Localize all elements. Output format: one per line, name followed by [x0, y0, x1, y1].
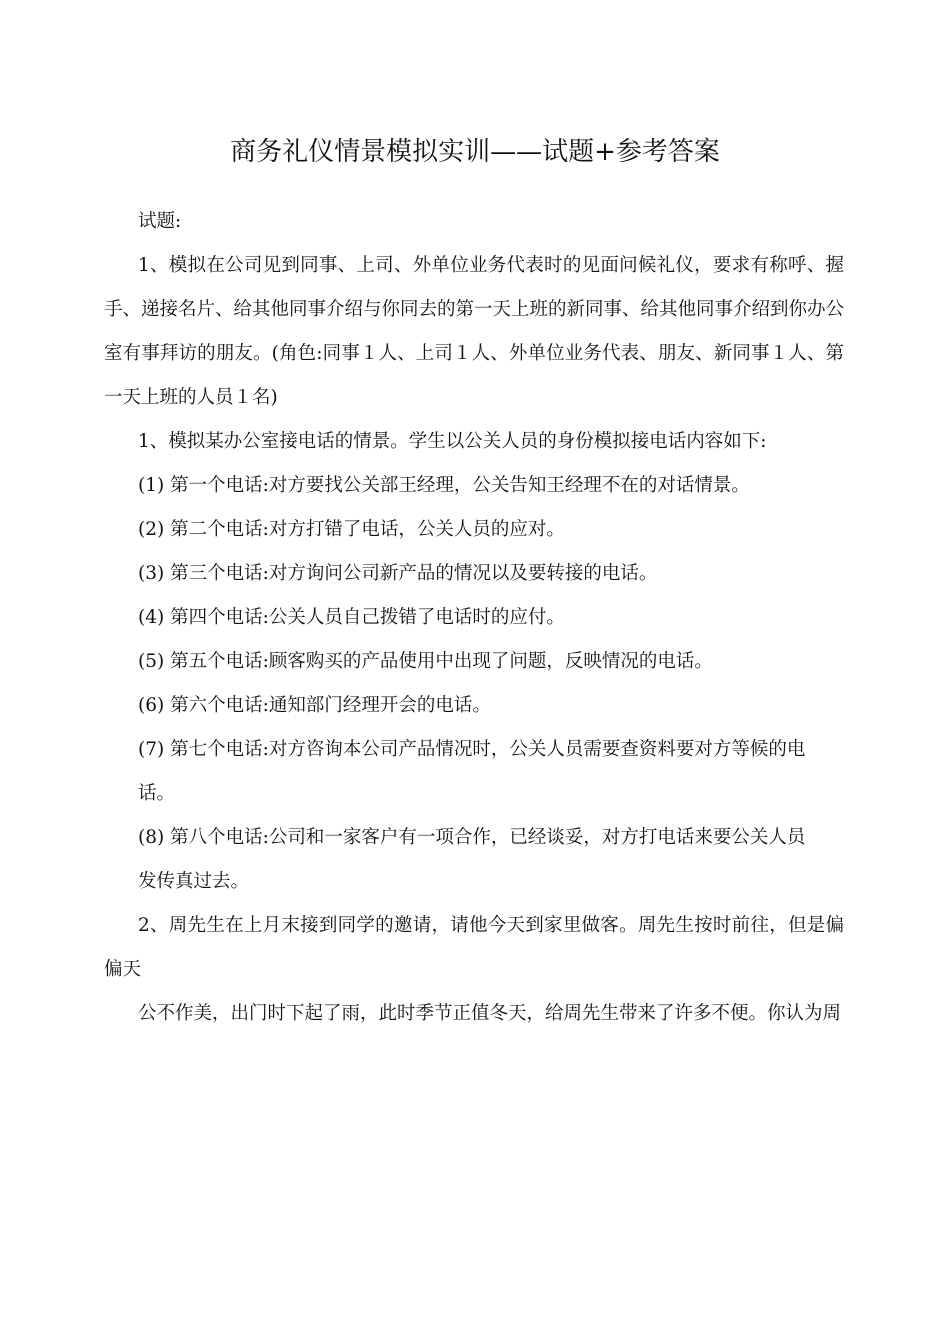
phone-call-item-6: (6) 第六个电话:通知部门经理开会的电话。	[138, 695, 491, 716]
question-paragraph-3: 2、周先生在上月末接到同学的邀请，请他今天到家里做客。周先生按时前往，但是偏偏天	[104, 915, 844, 980]
phone-call-item-1: (1) 第一个电话:对方要找公关部王经理，公关告知王经理不在的对话情景。	[138, 475, 750, 496]
phone-call-item-2: (2) 第二个电话:对方打错了电话，公关人员的应对。	[138, 519, 565, 540]
phone-call-item-7: (7) 第七个电话:对方咨询本公司产品情况时，公关人员需要查资料要对方等候的电	[138, 739, 806, 760]
phone-call-item-8-continued: 发传真过去。	[138, 871, 250, 892]
phone-call-item-5: (5) 第五个电话:顾客购买的产品使用中出现了问题，反映情况的电话。	[138, 651, 713, 672]
question-paragraph-2: 1、模拟某办公室接电话的情景。学生以公关人员的身份模拟接电话内容如下:	[138, 431, 767, 452]
document-body	[104, 200, 844, 1036]
question-paragraph-3-continued: 公不作美，出门时下起了雨，此时季节正值冬天，给周先生带来了许多不便。你认为周	[138, 1003, 842, 1024]
section-heading-exam: 试题:	[138, 211, 182, 232]
phone-call-item-4: (4) 第四个电话:公关人员自己拨错了电话时的应付。	[138, 607, 565, 628]
phone-call-item-3: (3) 第三个电话:对方询问公司新产品的情况以及要转接的电话。	[138, 563, 658, 584]
phone-call-item-8: (8) 第八个电话:公司和一家客户有一项合作，已经谈妥，对方打电话来要公关人员	[138, 827, 806, 848]
phone-call-item-7-continued: 话。	[138, 783, 176, 804]
document-title: 商务礼仪情景模拟实训——试题+参考答案	[230, 137, 720, 167]
question-paragraph-1: 1、模拟在公司见到同事、上司、外单位业务代表时的见面问候礼仪，要求有称呼、握手、递接名片、给其他同事介绍与你同去的第一天上班的新同事、给其他同事介绍到你办公室有事拜访的朋友。(角色:同事１人、上司１人、外单位业务代表、朋友、新同事１人、第一天上班的人员１名)	[104, 255, 845, 408]
